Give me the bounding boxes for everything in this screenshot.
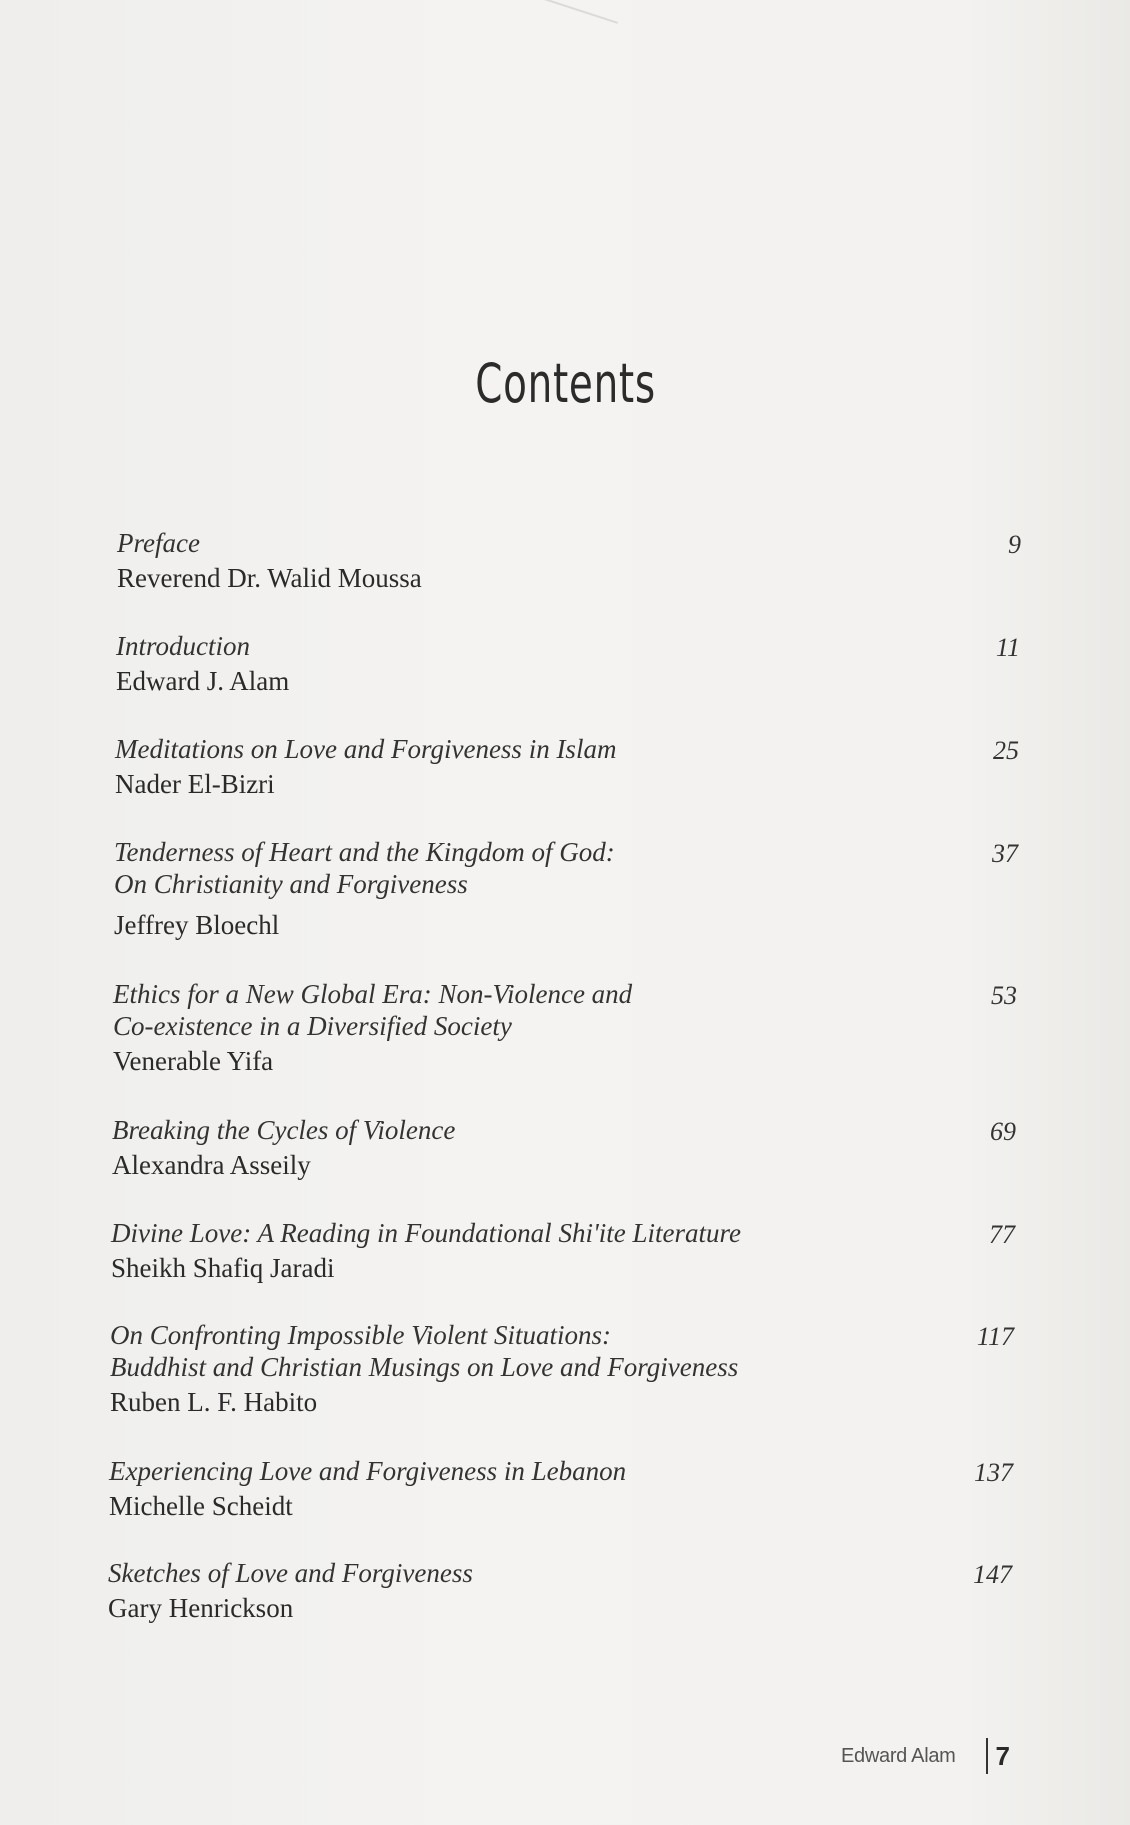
toc-entry-tenderness [114,836,1018,942]
entry-title-line-2: Co-existence in a Diversified Society [113,1011,512,1041]
entry-author: Nader El-Bizri [115,769,275,799]
entry-title-line-2: On Christianity and Forgiveness [114,869,468,899]
entry-title-line-1: Tenderness of Heart and the Kingdom of God: [114,837,615,867]
running-footer-author: Edward Alam [840,1744,956,1767]
page-number: 7 [995,1740,1010,1771]
entry-title-line-1: On Confronting Impossible Violent Situations: [110,1320,611,1350]
entry-author: Michelle Scheidt [109,1491,293,1521]
entry-title: Experiencing Love and Forgiveness in Lebanon [109,1456,627,1486]
toc-entry-preface [117,527,1021,595]
entry-author: Venerable Yifa [113,1046,274,1076]
entry-page-number: 69 [990,1117,1016,1146]
toc-entry-confronting [110,1319,1014,1419]
entry-page-number: 137 [974,1458,1013,1487]
entry-title: Meditations on Love and Forgiveness in Islam [115,734,617,764]
entry-page-number: 77 [989,1220,1015,1249]
entry-page-number: 25 [993,736,1019,765]
toc-entry-experiencing [109,1455,1013,1523]
toc-entry-breaking [112,1114,1016,1182]
entry-author: Sheikh Shafiq Jaradi [111,1253,335,1283]
toc-entry-ethics [113,978,1017,1078]
entry-title: Introduction [116,631,250,661]
entry-page-number: 11 [995,633,1020,662]
entry-title: Breaking the Cycles of Violence [112,1115,456,1145]
toc-entry-introduction [116,630,1020,698]
paper-mark [532,0,618,24]
entry-author: Jeffrey Bloechl [114,910,280,940]
entry-title-line-2: Buddhist and Christian Musings on Love and Forgiveness [110,1352,739,1382]
footer-divider [986,1738,988,1774]
entry-page-number: 9 [1008,530,1021,559]
entry-author: Reverend Dr. Walid Moussa [117,563,422,593]
page-footer [841,1738,1010,1774]
entry-page-number: 37 [992,839,1018,868]
page-title: Contents [475,352,656,415]
entry-page-number: 117 [976,1322,1014,1351]
entry-author: Alexandra Asseily [112,1150,311,1180]
entry-title: Preface [117,528,200,558]
toc-entry-sketches [108,1557,1012,1625]
entry-author: Gary Henrickson [108,1593,294,1623]
entry-title: Divine Love: A Reading in Foundational Shi'ite Literature [111,1218,741,1248]
toc-entry-meditations [115,733,1019,801]
entry-page-number: 53 [991,981,1017,1010]
toc-entry-divine-love [111,1217,1015,1285]
entry-title-line-1: Ethics for a New Global Era: Non-Violence and [113,979,633,1009]
entry-title: Sketches of Love and Forgiveness [108,1558,473,1588]
entry-author: Edward J. Alam [116,666,290,696]
entry-page-number: 147 [973,1560,1012,1589]
entry-author: Ruben L. F. Habito [110,1387,318,1417]
